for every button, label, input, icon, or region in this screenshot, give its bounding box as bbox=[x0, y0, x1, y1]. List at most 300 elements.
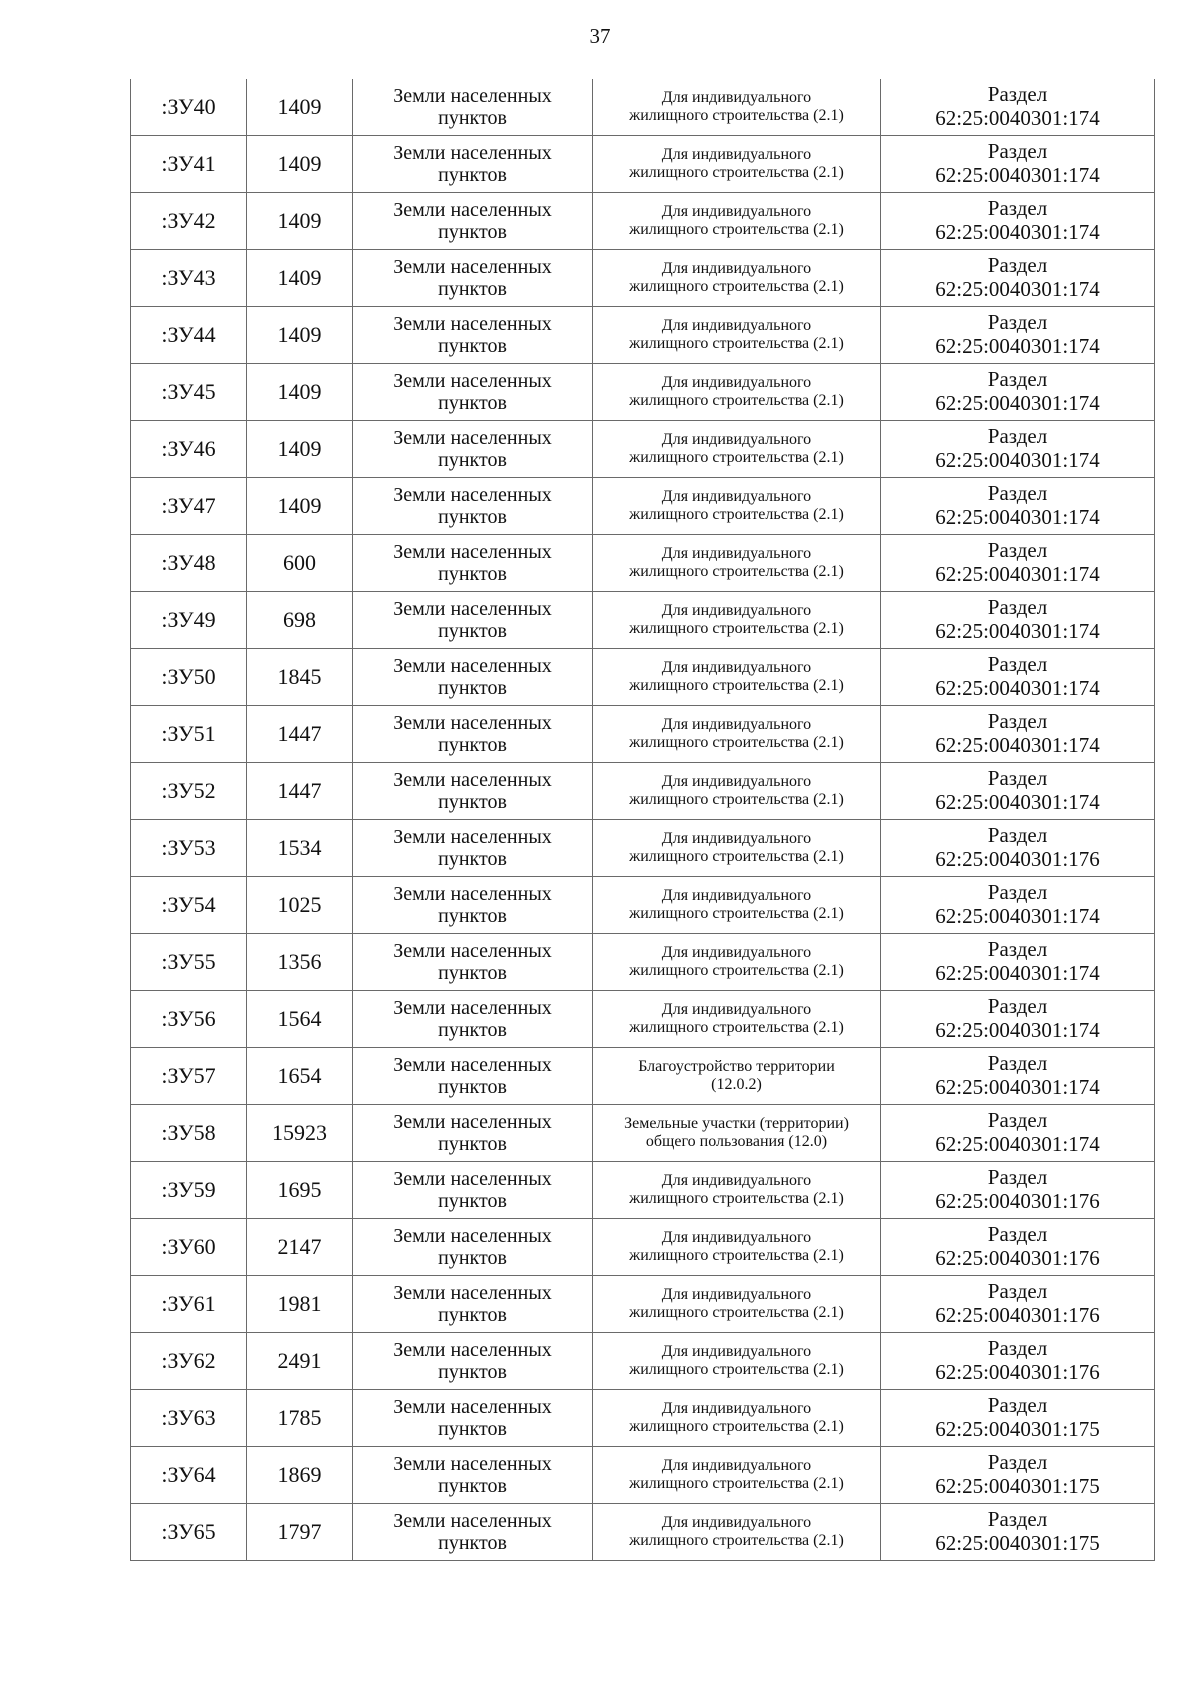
page-number: 37 bbox=[589, 24, 611, 48]
land-category-cell-line: пунктов bbox=[438, 1532, 507, 1554]
land-category-cell bbox=[353, 820, 593, 877]
permitted-use-cell bbox=[593, 1276, 881, 1333]
land-category-cell-line: Земли населенных bbox=[393, 540, 552, 563]
table-row bbox=[131, 1048, 1155, 1105]
permitted-use-cell-line: Для индивидуального bbox=[661, 488, 812, 506]
plot-area-cell: 1409 bbox=[247, 79, 353, 136]
land-category-cell-line: Земли населенных bbox=[393, 939, 552, 962]
plot-area-cell: 1654 bbox=[247, 1048, 353, 1105]
permitted-use-cell-line: Для индивидуального bbox=[661, 1343, 812, 1361]
land-category-cell-line: пунктов bbox=[438, 1076, 507, 1098]
plot-area-cell: 1409 bbox=[247, 364, 353, 421]
plot-id-cell: :ЗУ46 bbox=[131, 421, 247, 478]
formation-source-cell bbox=[881, 1276, 1155, 1333]
land-category-cell-line: Земли населенных bbox=[393, 1224, 552, 1247]
land-category-cell-line: пунктов bbox=[438, 962, 507, 984]
formation-source-cell bbox=[881, 763, 1155, 820]
land-category-cell-line: Земли населенных bbox=[393, 882, 552, 905]
permitted-use-cell-line: жилищного строительства (2.1) bbox=[629, 734, 844, 751]
plot-area-cell: 1785 bbox=[247, 1390, 353, 1447]
permitted-use-cell-line: жилищного строительства (2.1) bbox=[629, 1532, 844, 1549]
permitted-use-cell-line: жилищного строительства (2.1) bbox=[629, 449, 844, 466]
table-row bbox=[131, 763, 1155, 820]
plot-id-cell: :ЗУ55 bbox=[131, 934, 247, 991]
land-category-cell bbox=[353, 592, 593, 649]
land-category-cell-line: пунктов bbox=[438, 734, 507, 756]
formation-source-cell-line: 62:25:0040301:175 bbox=[935, 1474, 1100, 1498]
formation-source-cell-line: 62:25:0040301:175 bbox=[935, 1531, 1100, 1555]
plot-id-cell: :ЗУ47 bbox=[131, 478, 247, 535]
table-row bbox=[131, 136, 1155, 193]
plot-id-cell: :ЗУ58 bbox=[131, 1105, 247, 1162]
formation-source-cell bbox=[881, 877, 1155, 934]
permitted-use-cell-line: жилищного строительства (2.1) bbox=[629, 278, 844, 295]
table-row bbox=[131, 535, 1155, 592]
permitted-use-cell bbox=[593, 592, 881, 649]
table-row bbox=[131, 193, 1155, 250]
permitted-use-cell-line: Благоустройство территории bbox=[638, 1058, 835, 1076]
land-category-cell bbox=[353, 364, 593, 421]
land-category-cell-line: пунктов bbox=[438, 1190, 507, 1212]
land-category-cell-line: пунктов bbox=[438, 1418, 507, 1440]
plot-id-cell: :ЗУ51 bbox=[131, 706, 247, 763]
plot-area-cell: 1564 bbox=[247, 991, 353, 1048]
plot-area-cell: 2491 bbox=[247, 1333, 353, 1390]
land-category-cell bbox=[353, 1105, 593, 1162]
permitted-use-cell-line: Для индивидуального bbox=[661, 146, 812, 164]
formation-source-cell bbox=[881, 1504, 1155, 1561]
permitted-use-cell-line: Для индивидуального bbox=[661, 374, 812, 392]
table-row bbox=[131, 1219, 1155, 1276]
formation-source-cell bbox=[881, 1333, 1155, 1390]
formation-source-cell-line: Раздел bbox=[987, 367, 1048, 392]
land-category-cell bbox=[353, 706, 593, 763]
permitted-use-cell-line: жилищного строительства (2.1) bbox=[629, 848, 844, 865]
land-category-cell bbox=[353, 1048, 593, 1105]
formation-source-cell-line: Раздел bbox=[987, 937, 1048, 962]
plot-area-cell: 1447 bbox=[247, 763, 353, 820]
land-category-cell bbox=[353, 1447, 593, 1504]
plot-area-cell: 1409 bbox=[247, 193, 353, 250]
permitted-use-cell-line: Для индивидуального bbox=[661, 659, 812, 677]
permitted-use-cell bbox=[593, 193, 881, 250]
permitted-use-cell-line: Для индивидуального bbox=[661, 1229, 812, 1247]
formation-source-cell-line: Раздел bbox=[987, 139, 1048, 164]
formation-source-cell bbox=[881, 1447, 1155, 1504]
permitted-use-cell-line: жилищного строительства (2.1) bbox=[629, 677, 844, 694]
plot-area-cell: 698 bbox=[247, 592, 353, 649]
land-category-cell-line: пунктов bbox=[438, 278, 507, 300]
formation-source-cell bbox=[881, 364, 1155, 421]
table-row bbox=[131, 592, 1155, 649]
formation-source-cell-line: 62:25:0040301:174 bbox=[935, 277, 1100, 301]
land-category-cell-line: Земли населенных bbox=[393, 1053, 552, 1076]
permitted-use-cell bbox=[593, 535, 881, 592]
formation-source-cell-line: 62:25:0040301:176 bbox=[935, 1189, 1100, 1213]
plot-area-cell: 1409 bbox=[247, 421, 353, 478]
permitted-use-cell-line: Для индивидуального bbox=[661, 773, 812, 791]
permitted-use-cell bbox=[593, 1504, 881, 1561]
plot-id-cell: :ЗУ62 bbox=[131, 1333, 247, 1390]
table-row bbox=[131, 877, 1155, 934]
permitted-use-cell bbox=[593, 364, 881, 421]
formation-source-cell-line: Раздел bbox=[987, 1507, 1048, 1532]
permitted-use-cell bbox=[593, 136, 881, 193]
table-row bbox=[131, 250, 1155, 307]
plot-id-cell: :ЗУ40 bbox=[131, 79, 247, 136]
formation-source-cell-line: Раздел bbox=[987, 1450, 1048, 1475]
formation-source-cell-line: Раздел bbox=[987, 310, 1048, 335]
plot-area-cell: 1356 bbox=[247, 934, 353, 991]
permitted-use-cell bbox=[593, 250, 881, 307]
permitted-use-cell-line: жилищного строительства (2.1) bbox=[629, 1475, 844, 1492]
permitted-use-cell-line: жилищного строительства (2.1) bbox=[629, 1019, 844, 1036]
formation-source-cell-line: 62:25:0040301:174 bbox=[935, 163, 1100, 187]
formation-source-cell-line: 62:25:0040301:174 bbox=[935, 505, 1100, 529]
formation-source-cell bbox=[881, 193, 1155, 250]
formation-source-cell-line: Раздел bbox=[987, 994, 1048, 1019]
formation-source-cell-line: 62:25:0040301:174 bbox=[935, 391, 1100, 415]
plot-id-cell: :ЗУ52 bbox=[131, 763, 247, 820]
formation-source-cell bbox=[881, 1390, 1155, 1447]
permitted-use-cell-line: Для индивидуального bbox=[661, 887, 812, 905]
formation-source-cell-line: Раздел bbox=[987, 1222, 1048, 1247]
permitted-use-cell-line: Для индивидуального bbox=[661, 830, 812, 848]
formation-source-cell-line: Раздел bbox=[987, 823, 1048, 848]
plot-id-cell: :ЗУ65 bbox=[131, 1504, 247, 1561]
plot-id-cell: :ЗУ63 bbox=[131, 1390, 247, 1447]
permitted-use-cell bbox=[593, 820, 881, 877]
table-row bbox=[131, 421, 1155, 478]
land-category-cell bbox=[353, 763, 593, 820]
land-category-cell bbox=[353, 1333, 593, 1390]
formation-source-cell-line: Раздел bbox=[987, 1393, 1048, 1418]
land-category-cell-line: пунктов bbox=[438, 905, 507, 927]
permitted-use-cell-line: Для индивидуального bbox=[661, 1286, 812, 1304]
land-category-cell-line: пунктов bbox=[438, 506, 507, 528]
table-row bbox=[131, 820, 1155, 877]
land-category-cell-line: Земли населенных bbox=[393, 426, 552, 449]
table-row bbox=[131, 1333, 1155, 1390]
land-category-cell-line: Земли населенных bbox=[393, 825, 552, 848]
land-category-cell bbox=[353, 535, 593, 592]
formation-source-cell-line: 62:25:0040301:174 bbox=[935, 1075, 1100, 1099]
permitted-use-cell-line: жилищного строительства (2.1) bbox=[629, 107, 844, 124]
land-category-cell bbox=[353, 307, 593, 364]
permitted-use-cell bbox=[593, 1390, 881, 1447]
permitted-use-cell bbox=[593, 1048, 881, 1105]
land-category-cell-line: Земли населенных bbox=[393, 84, 552, 107]
plot-id-cell: :ЗУ44 bbox=[131, 307, 247, 364]
formation-source-cell bbox=[881, 136, 1155, 193]
plot-id-cell: :ЗУ61 bbox=[131, 1276, 247, 1333]
permitted-use-cell-line: жилищного строительства (2.1) bbox=[629, 1304, 844, 1321]
table-row bbox=[131, 934, 1155, 991]
formation-source-cell bbox=[881, 250, 1155, 307]
land-category-cell bbox=[353, 649, 593, 706]
formation-source-cell bbox=[881, 1105, 1155, 1162]
permitted-use-cell bbox=[593, 1333, 881, 1390]
permitted-use-cell-line: жилищного строительства (2.1) bbox=[629, 335, 844, 352]
land-category-cell bbox=[353, 250, 593, 307]
permitted-use-cell bbox=[593, 307, 881, 364]
permitted-use-cell-line: жилищного строительства (2.1) bbox=[629, 1190, 844, 1207]
formation-source-cell-line: Раздел bbox=[987, 253, 1048, 278]
table-row bbox=[131, 1276, 1155, 1333]
formation-source-cell-line: 62:25:0040301:176 bbox=[935, 1246, 1100, 1270]
land-plots-table bbox=[130, 79, 1155, 1561]
permitted-use-cell-line: Для индивидуального bbox=[661, 89, 812, 107]
formation-source-cell-line: 62:25:0040301:174 bbox=[935, 619, 1100, 643]
table-row bbox=[131, 1504, 1155, 1561]
permitted-use-cell-line: жилищного строительства (2.1) bbox=[629, 791, 844, 808]
permitted-use-cell bbox=[593, 478, 881, 535]
formation-source-cell-line: 62:25:0040301:174 bbox=[935, 676, 1100, 700]
formation-source-cell-line: Раздел bbox=[987, 1279, 1048, 1304]
land-category-cell-line: пунктов bbox=[438, 1475, 507, 1497]
formation-source-cell-line: Раздел bbox=[987, 1336, 1048, 1361]
table-row bbox=[131, 1105, 1155, 1162]
land-category-cell-line: пунктов bbox=[438, 848, 507, 870]
table-row bbox=[131, 706, 1155, 763]
formation-source-cell bbox=[881, 79, 1155, 136]
permitted-use-cell-line: жилищного строительства (2.1) bbox=[629, 1418, 844, 1435]
plot-id-cell: :ЗУ59 bbox=[131, 1162, 247, 1219]
land-category-cell-line: пунктов bbox=[438, 221, 507, 243]
land-category-cell bbox=[353, 1162, 593, 1219]
permitted-use-cell-line: Для индивидуального bbox=[661, 1172, 812, 1190]
formation-source-cell-line: 62:25:0040301:174 bbox=[935, 1018, 1100, 1042]
formation-source-cell bbox=[881, 307, 1155, 364]
plot-id-cell: :ЗУ56 bbox=[131, 991, 247, 1048]
land-category-cell-line: Земли населенных bbox=[393, 255, 552, 278]
plot-area-cell: 1409 bbox=[247, 136, 353, 193]
permitted-use-cell-line: жилищного строительства (2.1) bbox=[629, 1247, 844, 1264]
plot-area-cell: 1409 bbox=[247, 250, 353, 307]
permitted-use-cell-line: Для индивидуального bbox=[661, 1514, 812, 1532]
permitted-use-cell-line: Для индивидуального bbox=[661, 602, 812, 620]
plot-area-cell: 1845 bbox=[247, 649, 353, 706]
plot-id-cell: :ЗУ45 bbox=[131, 364, 247, 421]
formation-source-cell bbox=[881, 478, 1155, 535]
land-category-cell-line: пунктов bbox=[438, 1304, 507, 1326]
permitted-use-cell bbox=[593, 934, 881, 991]
permitted-use-cell-line: жилищного строительства (2.1) bbox=[629, 962, 844, 979]
formation-source-cell-line: Раздел bbox=[987, 652, 1048, 677]
plot-id-cell: :ЗУ43 bbox=[131, 250, 247, 307]
table-row bbox=[131, 991, 1155, 1048]
table-row bbox=[131, 1162, 1155, 1219]
plot-area-cell: 1447 bbox=[247, 706, 353, 763]
land-category-cell-line: Земли населенных bbox=[393, 597, 552, 620]
land-category-cell-line: Земли населенных bbox=[393, 312, 552, 335]
permitted-use-cell-line: Для индивидуального bbox=[661, 317, 812, 335]
land-category-cell-line: пунктов bbox=[438, 1361, 507, 1383]
formation-source-cell-line: Раздел bbox=[987, 82, 1048, 107]
permitted-use-cell-line: жилищного строительства (2.1) bbox=[629, 1361, 844, 1378]
table-row bbox=[131, 79, 1155, 136]
formation-source-cell-line: Раздел bbox=[987, 766, 1048, 791]
land-category-cell bbox=[353, 1219, 593, 1276]
plot-id-cell: :ЗУ48 bbox=[131, 535, 247, 592]
formation-source-cell-line: 62:25:0040301:176 bbox=[935, 847, 1100, 871]
formation-source-cell bbox=[881, 706, 1155, 763]
plot-area-cell: 1981 bbox=[247, 1276, 353, 1333]
land-category-cell-line: Земли населенных bbox=[393, 768, 552, 791]
plot-area-cell: 1534 bbox=[247, 820, 353, 877]
permitted-use-cell-line: жилищного строительства (2.1) bbox=[629, 164, 844, 181]
formation-source-cell-line: Раздел bbox=[987, 1051, 1048, 1076]
plot-area-cell: 1869 bbox=[247, 1447, 353, 1504]
land-category-cell bbox=[353, 79, 593, 136]
permitted-use-cell bbox=[593, 1105, 881, 1162]
land-category-cell-line: пунктов bbox=[438, 677, 507, 699]
formation-source-cell-line: 62:25:0040301:176 bbox=[935, 1303, 1100, 1327]
formation-source-cell-line: Раздел bbox=[987, 196, 1048, 221]
permitted-use-cell-line: общего пользования (12.0) bbox=[645, 1133, 828, 1150]
formation-source-cell bbox=[881, 535, 1155, 592]
formation-source-cell-line: 62:25:0040301:174 bbox=[935, 334, 1100, 358]
permitted-use-cell-line: Для индивидуального bbox=[661, 545, 812, 563]
permitted-use-cell-line: жилищного строительства (2.1) bbox=[629, 392, 844, 409]
permitted-use-cell-line: Для индивидуального bbox=[661, 431, 812, 449]
permitted-use-cell-line: Земельные участки (территории) bbox=[624, 1115, 849, 1133]
permitted-use-cell bbox=[593, 421, 881, 478]
plot-area-cell: 1409 bbox=[247, 307, 353, 364]
plot-id-cell: :ЗУ49 bbox=[131, 592, 247, 649]
formation-source-cell-line: 62:25:0040301:174 bbox=[935, 220, 1100, 244]
permitted-use-cell bbox=[593, 79, 881, 136]
permitted-use-cell-line: Для индивидуального bbox=[661, 944, 812, 962]
land-category-cell-line: Земли населенных bbox=[393, 1110, 552, 1133]
formation-source-cell-line: Раздел bbox=[987, 538, 1048, 563]
land-category-cell-line: пунктов bbox=[438, 791, 507, 813]
land-plots-table-body bbox=[131, 79, 1155, 1561]
permitted-use-cell bbox=[593, 877, 881, 934]
plot-area-cell: 1409 bbox=[247, 478, 353, 535]
table-row bbox=[131, 307, 1155, 364]
permitted-use-cell-line: Для индивидуального bbox=[661, 203, 812, 221]
land-category-cell-line: пунктов bbox=[438, 1133, 507, 1155]
land-category-cell bbox=[353, 421, 593, 478]
formation-source-cell-line: 62:25:0040301:174 bbox=[935, 106, 1100, 130]
land-category-cell bbox=[353, 877, 593, 934]
land-category-cell-line: Земли населенных bbox=[393, 1338, 552, 1361]
land-category-cell-line: Земли населенных bbox=[393, 1281, 552, 1304]
plot-area-cell: 1797 bbox=[247, 1504, 353, 1561]
plot-area-cell: 2147 bbox=[247, 1219, 353, 1276]
land-category-cell-line: пунктов bbox=[438, 107, 507, 129]
table-row bbox=[131, 1447, 1155, 1504]
plot-id-cell: :ЗУ64 bbox=[131, 1447, 247, 1504]
permitted-use-cell-line: жилищного строительства (2.1) bbox=[629, 563, 844, 580]
formation-source-cell bbox=[881, 592, 1155, 649]
formation-source-cell bbox=[881, 421, 1155, 478]
permitted-use-cell bbox=[593, 1219, 881, 1276]
land-category-cell-line: пунктов bbox=[438, 449, 507, 471]
permitted-use-cell bbox=[593, 649, 881, 706]
formation-source-cell-line: Раздел bbox=[987, 481, 1048, 506]
land-category-cell bbox=[353, 478, 593, 535]
land-category-cell bbox=[353, 934, 593, 991]
land-category-cell-line: Земли населенных bbox=[393, 369, 552, 392]
formation-source-cell-line: Раздел bbox=[987, 1165, 1048, 1190]
plot-id-cell: :ЗУ41 bbox=[131, 136, 247, 193]
plot-id-cell: :ЗУ42 bbox=[131, 193, 247, 250]
formation-source-cell bbox=[881, 934, 1155, 991]
formation-source-cell-line: Раздел bbox=[987, 1108, 1048, 1133]
plot-id-cell: :ЗУ60 bbox=[131, 1219, 247, 1276]
formation-source-cell-line: Раздел bbox=[987, 880, 1048, 905]
land-category-cell-line: пунктов bbox=[438, 164, 507, 186]
land-category-cell bbox=[353, 1276, 593, 1333]
table-row bbox=[131, 364, 1155, 421]
land-category-cell-line: пунктов bbox=[438, 1247, 507, 1269]
land-category-cell-line: пунктов bbox=[438, 620, 507, 642]
formation-source-cell-line: 62:25:0040301:174 bbox=[935, 1132, 1100, 1156]
land-category-cell bbox=[353, 193, 593, 250]
permitted-use-cell bbox=[593, 763, 881, 820]
formation-source-cell bbox=[881, 1162, 1155, 1219]
permitted-use-cell-line: Для индивидуального bbox=[661, 1457, 812, 1475]
table-row bbox=[131, 649, 1155, 706]
formation-source-cell bbox=[881, 991, 1155, 1048]
permitted-use-cell-line: Для индивидуального bbox=[661, 716, 812, 734]
land-category-cell-line: пунктов bbox=[438, 563, 507, 585]
formation-source-cell bbox=[881, 820, 1155, 877]
land-category-cell-line: пунктов bbox=[438, 335, 507, 357]
permitted-use-cell-line: Для индивидуального bbox=[661, 260, 812, 278]
permitted-use-cell-line: Для индивидуального bbox=[661, 1400, 812, 1418]
permitted-use-cell bbox=[593, 706, 881, 763]
formation-source-cell bbox=[881, 1219, 1155, 1276]
plot-area-cell: 600 bbox=[247, 535, 353, 592]
plot-area-cell: 15923 bbox=[247, 1105, 353, 1162]
permitted-use-cell-line: жилищного строительства (2.1) bbox=[629, 905, 844, 922]
plot-id-cell: :ЗУ57 bbox=[131, 1048, 247, 1105]
formation-source-cell-line: Раздел bbox=[987, 424, 1048, 449]
permitted-use-cell-line: жилищного строительства (2.1) bbox=[629, 620, 844, 637]
permitted-use-cell bbox=[593, 1447, 881, 1504]
land-category-cell-line: Земли населенных bbox=[393, 711, 552, 734]
permitted-use-cell-line: жилищного строительства (2.1) bbox=[629, 221, 844, 238]
table-row bbox=[131, 478, 1155, 535]
land-category-cell bbox=[353, 136, 593, 193]
formation-source-cell bbox=[881, 1048, 1155, 1105]
land-category-cell-line: Земли населенных bbox=[393, 996, 552, 1019]
plot-id-cell: :ЗУ54 bbox=[131, 877, 247, 934]
plot-area-cell: 1025 bbox=[247, 877, 353, 934]
land-category-cell-line: Земли населенных bbox=[393, 1452, 552, 1475]
formation-source-cell-line: 62:25:0040301:174 bbox=[935, 448, 1100, 472]
formation-source-cell-line: Раздел bbox=[987, 709, 1048, 734]
plot-area-cell: 1695 bbox=[247, 1162, 353, 1219]
land-category-cell bbox=[353, 1504, 593, 1561]
formation-source-cell-line: 62:25:0040301:174 bbox=[935, 904, 1100, 928]
plot-id-cell: :ЗУ53 bbox=[131, 820, 247, 877]
formation-source-cell-line: 62:25:0040301:174 bbox=[935, 562, 1100, 586]
formation-source-cell-line: 62:25:0040301:174 bbox=[935, 733, 1100, 757]
permitted-use-cell bbox=[593, 1162, 881, 1219]
formation-source-cell-line: 62:25:0040301:174 bbox=[935, 961, 1100, 985]
permitted-use-cell-line: жилищного строительства (2.1) bbox=[629, 506, 844, 523]
land-category-cell bbox=[353, 991, 593, 1048]
permitted-use-cell bbox=[593, 991, 881, 1048]
formation-source-cell-line: 62:25:0040301:174 bbox=[935, 790, 1100, 814]
land-category-cell-line: Земли населенных bbox=[393, 1395, 552, 1418]
permitted-use-cell-line: Для индивидуального bbox=[661, 1001, 812, 1019]
land-category-cell-line: Земли населенных bbox=[393, 654, 552, 677]
